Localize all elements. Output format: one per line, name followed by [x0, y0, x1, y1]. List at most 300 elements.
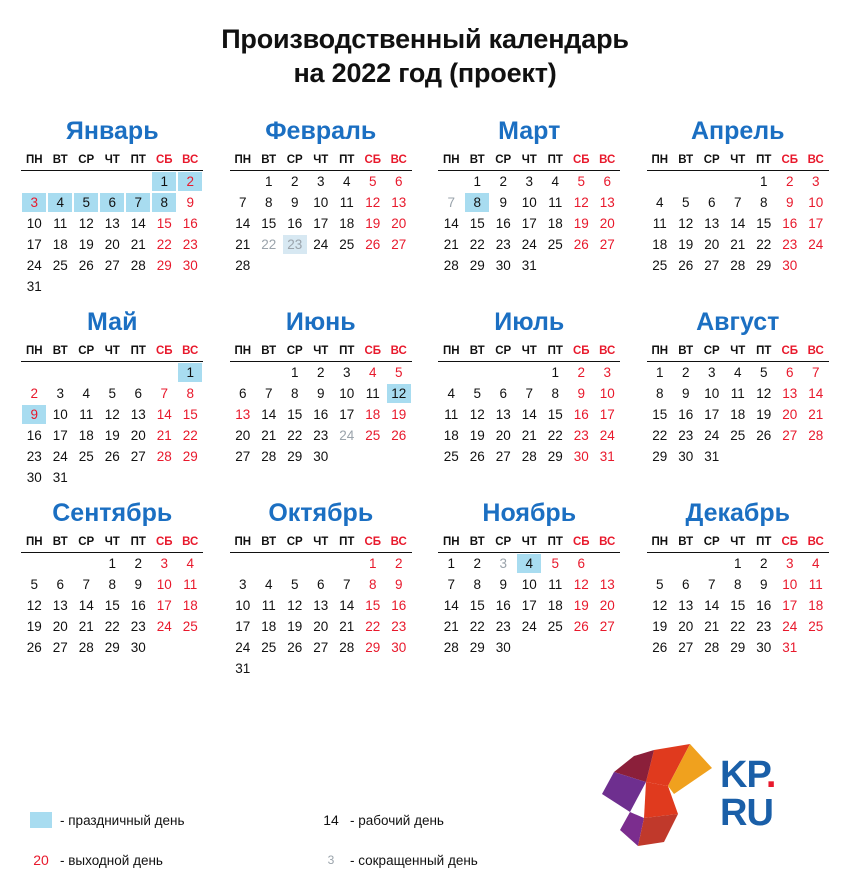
day-cell: [803, 362, 829, 384]
day-number: 19: [287, 619, 303, 634]
day-cell: [21, 637, 47, 658]
day-cell: [334, 383, 360, 404]
week-row: [647, 362, 829, 384]
day-number: 8: [733, 577, 742, 592]
day-number: 11: [339, 195, 354, 210]
day-number: 28: [730, 258, 746, 273]
day-number: 29: [756, 258, 772, 273]
day-cell: [516, 383, 542, 404]
day-number: [335, 554, 359, 573]
legend-item-shortday: [320, 853, 478, 868]
day-cell: [673, 637, 699, 658]
week-row: [230, 637, 412, 658]
day-cell: [777, 637, 803, 658]
day-cell: [594, 362, 620, 384]
day-number: 7: [238, 195, 247, 210]
day-number: 20: [704, 237, 720, 252]
day-cell: [308, 658, 334, 679]
day-cell: [230, 404, 256, 425]
day-cell: [386, 446, 412, 467]
day-cell: [256, 171, 282, 193]
day-cell: [594, 213, 620, 234]
day-cell: [386, 255, 412, 276]
day-number: [387, 256, 411, 275]
day-number: 21: [704, 619, 720, 634]
day-number: 27: [391, 237, 407, 252]
day-cell: [47, 553, 73, 575]
day-cell: [542, 171, 568, 193]
day-number: 7: [264, 386, 273, 401]
day-number: 29: [469, 258, 485, 273]
day-cell: [308, 404, 334, 425]
weekday-header-row: [438, 343, 620, 362]
day-cell: [464, 574, 490, 595]
day-cell: [125, 404, 151, 425]
week-row: [647, 255, 829, 276]
day-number: 17: [235, 619, 251, 634]
day-cell: [516, 616, 542, 637]
day-number: 10: [313, 195, 329, 210]
day-number: 11: [730, 386, 745, 401]
day-cell: [73, 467, 99, 488]
day-cell: [699, 192, 725, 213]
day-cell: [334, 553, 360, 575]
day-number: 1: [178, 363, 202, 382]
day-cell: [282, 171, 308, 193]
day-number: 14: [443, 598, 459, 613]
day-cell: [21, 425, 47, 446]
day-cell: [73, 425, 99, 446]
weekday-header: СР: [490, 534, 516, 553]
day-cell: [673, 425, 699, 446]
day-number: 26: [365, 237, 381, 252]
weekday-header: ЧТ: [516, 152, 542, 171]
day-cell: [256, 362, 282, 384]
weekday-header-row: [21, 152, 203, 171]
week-row: [647, 234, 829, 255]
day-number: 4: [517, 554, 541, 573]
week-row: [230, 404, 412, 425]
day-cell: [256, 213, 282, 234]
day-cell: [725, 255, 751, 276]
day-number: [231, 554, 255, 573]
day-cell: [151, 553, 177, 575]
day-cell: [699, 255, 725, 276]
day-cell: [256, 595, 282, 616]
month-block: [219, 116, 423, 307]
day-number: 23: [495, 237, 511, 252]
day-number: 13: [599, 577, 615, 592]
day-cell: [360, 637, 386, 658]
day-number: 24: [313, 237, 329, 252]
day-cell: [73, 404, 99, 425]
day-number: 25: [182, 619, 198, 634]
weekday-header: ЧТ: [725, 343, 751, 362]
day-cell: [99, 616, 125, 637]
day-number: [74, 277, 98, 296]
day-cell: [594, 553, 620, 575]
day-cell: [73, 637, 99, 658]
day-number: 23: [495, 619, 511, 634]
day-cell: [647, 192, 673, 213]
weekday-header: ПТ: [125, 343, 151, 362]
day-number: 24: [52, 449, 68, 464]
month-block: [10, 116, 214, 307]
day-number: 2: [577, 365, 585, 380]
day-cell: [542, 595, 568, 616]
day-number: 24: [521, 619, 537, 634]
weekday-header: ПТ: [125, 152, 151, 171]
day-cell: [568, 574, 594, 595]
day-cell: [21, 595, 47, 616]
day-number: 11: [53, 216, 68, 231]
day-cell: [751, 213, 777, 234]
day-number: 17: [704, 407, 720, 422]
week-row: [21, 595, 203, 616]
day-number: 13: [599, 195, 615, 210]
day-number: 19: [104, 428, 120, 443]
day-cell: [230, 171, 256, 193]
weekday-header: ВС: [803, 152, 829, 171]
day-number: 30: [495, 640, 511, 655]
weekday-header: СБ: [360, 534, 386, 553]
day-cell: [673, 553, 699, 575]
weekday-header-row: [647, 152, 829, 171]
day-cell: [673, 234, 699, 255]
day-cell: [647, 383, 673, 404]
day-number: 24: [339, 428, 355, 443]
day-number: 6: [785, 365, 794, 380]
day-number: 19: [391, 407, 407, 422]
day-number: [178, 638, 202, 657]
month-block: [219, 498, 423, 689]
day-cell: [177, 192, 203, 213]
day-cell: [725, 553, 751, 575]
weekday-header: ВТ: [673, 534, 699, 553]
day-cell: [542, 362, 568, 384]
week-row: [230, 616, 412, 637]
day-number: 13: [704, 216, 720, 231]
day-number: 20: [678, 619, 694, 634]
day-cell: [230, 383, 256, 404]
day-number: 27: [52, 640, 68, 655]
day-cell: [360, 383, 386, 404]
day-cell: [386, 658, 412, 679]
day-number: 25: [547, 237, 563, 252]
week-row: [438, 234, 620, 255]
day-cell: [725, 574, 751, 595]
day-cell: [151, 404, 177, 425]
day-cell: [594, 404, 620, 425]
day-cell: [21, 234, 47, 255]
day-cell: [464, 255, 490, 276]
week-row: [21, 276, 203, 297]
weekday-header: ВС: [594, 152, 620, 171]
day-number: 10: [26, 216, 42, 231]
day-number: 2: [681, 365, 690, 380]
day-cell: [177, 637, 203, 658]
week-row: [230, 234, 412, 255]
day-cell: [751, 553, 777, 575]
weekday-header-row: [21, 534, 203, 553]
day-number: 14: [156, 407, 172, 422]
day-number: [439, 363, 463, 382]
weekday-header-row: [647, 534, 829, 553]
day-cell: [568, 404, 594, 425]
day-number: 19: [78, 237, 94, 252]
month-table: [647, 534, 829, 658]
day-number: 26: [678, 258, 694, 273]
day-number: 19: [678, 237, 694, 252]
day-number: 9: [759, 577, 768, 592]
month-block: [636, 116, 840, 307]
day-cell: [464, 637, 490, 658]
day-number: [100, 363, 124, 382]
weekday-header: ВТ: [47, 343, 73, 362]
day-number: 13: [235, 407, 251, 422]
day-number: 16: [287, 216, 303, 231]
day-number: 9: [22, 405, 46, 424]
day-number: 30: [130, 640, 146, 655]
day-cell: [516, 213, 542, 234]
day-cell: [151, 446, 177, 467]
day-cell: [777, 595, 803, 616]
holiday-swatch-icon: [30, 812, 52, 828]
day-number: 19: [573, 216, 589, 231]
weekday-header: СР: [699, 534, 725, 553]
day-number: 23: [678, 428, 694, 443]
day-number: 22: [261, 237, 277, 252]
day-number: 29: [730, 640, 746, 655]
day-cell: [151, 276, 177, 297]
week-row: [21, 616, 203, 637]
day-number: 24: [26, 258, 42, 273]
day-number: 10: [521, 577, 537, 592]
day-number: 5: [473, 386, 481, 401]
day-number: 22: [182, 428, 198, 443]
day-cell: [673, 383, 699, 404]
day-cell: [334, 446, 360, 467]
day-number: 19: [652, 619, 668, 634]
day-number: 26: [573, 619, 589, 634]
day-number: 27: [104, 258, 120, 273]
day-number: 29: [547, 449, 563, 464]
day-number: 13: [104, 216, 120, 231]
day-cell: [256, 404, 282, 425]
day-cell: [438, 362, 464, 384]
weekday-header: СБ: [568, 343, 594, 362]
day-cell: [673, 404, 699, 425]
day-cell: [282, 425, 308, 446]
day-number: 29: [182, 449, 198, 464]
month-block: [427, 498, 631, 689]
day-number: 30: [495, 258, 511, 273]
weekday-header: ПТ: [751, 534, 777, 553]
day-cell: [230, 234, 256, 255]
day-number: 24: [704, 428, 720, 443]
day-number: 11: [808, 577, 823, 592]
day-number: 3: [56, 386, 64, 401]
day-number: 22: [756, 237, 772, 252]
day-cell: [21, 255, 47, 276]
day-cell: [360, 362, 386, 384]
day-number: [152, 468, 176, 487]
day-number: [543, 638, 567, 657]
day-cell: [125, 213, 151, 234]
legend-item-holiday: [30, 812, 320, 828]
day-number: 19: [365, 216, 381, 231]
day-number: 1: [368, 556, 377, 571]
day-number: 1: [290, 365, 299, 380]
day-number: 6: [100, 193, 124, 212]
day-number: 15: [547, 407, 563, 422]
legend-sample-shortday: 3: [327, 853, 335, 867]
day-cell: [47, 192, 73, 213]
day-number: 4: [368, 365, 377, 380]
day-number: 15: [104, 598, 120, 613]
day-number: 2: [785, 174, 794, 189]
month-name: Апрель: [690, 117, 785, 145]
day-number: 10: [52, 407, 68, 422]
day-number: 6: [316, 577, 325, 592]
day-number: [752, 447, 776, 466]
day-number: [48, 554, 72, 573]
day-number: 14: [130, 216, 146, 231]
day-number: 7: [126, 193, 150, 212]
week-row: [438, 362, 620, 384]
weekday-header: ВТ: [673, 343, 699, 362]
day-number: 11: [444, 407, 459, 422]
day-number: 3: [342, 365, 351, 380]
month-name: Январь: [65, 117, 159, 145]
day-number: 22: [652, 428, 668, 443]
day-cell: [464, 192, 490, 213]
day-number: [674, 554, 698, 573]
day-cell: [360, 658, 386, 679]
day-number: 28: [235, 258, 251, 273]
day-number: [74, 554, 98, 573]
day-number: 4: [655, 195, 664, 210]
day-cell: [256, 234, 282, 255]
day-cell: [699, 553, 725, 575]
day-cell: [99, 404, 125, 425]
day-number: [257, 363, 281, 382]
day-number: 15: [261, 216, 277, 231]
day-cell: [751, 171, 777, 193]
week-row: [647, 446, 829, 467]
day-cell: [334, 234, 360, 255]
day-cell: [803, 616, 829, 637]
day-number: 15: [156, 216, 172, 231]
day-cell: [308, 213, 334, 234]
day-cell: [490, 404, 516, 425]
day-number: [152, 638, 176, 657]
weekday-header: ВТ: [464, 534, 490, 553]
day-cell: [386, 234, 412, 255]
day-number: [335, 659, 359, 678]
month-table: [438, 343, 620, 467]
day-number: 6: [499, 386, 507, 401]
week-row: [647, 616, 829, 637]
day-cell: [256, 255, 282, 276]
day-number: 15: [365, 598, 381, 613]
day-number: 18: [261, 619, 277, 634]
day-number: 11: [548, 195, 563, 210]
day-cell: [47, 425, 73, 446]
day-cell: [777, 553, 803, 575]
day-cell: [360, 553, 386, 575]
day-number: [674, 172, 698, 191]
weekday-header: СР: [282, 343, 308, 362]
day-number: 12: [573, 577, 589, 592]
day-cell: [125, 276, 151, 297]
day-number: 3: [525, 174, 533, 189]
day-cell: [360, 192, 386, 213]
day-number: 5: [368, 174, 377, 189]
day-number: [700, 554, 724, 573]
day-cell: [647, 616, 673, 637]
day-number: 16: [756, 598, 772, 613]
day-number: 17: [808, 216, 824, 231]
day-cell: [177, 425, 203, 446]
day-cell: [699, 213, 725, 234]
day-cell: [230, 574, 256, 595]
day-number: 29: [156, 258, 172, 273]
day-number: [361, 447, 385, 466]
day-number: 25: [652, 258, 668, 273]
day-number: [126, 363, 150, 382]
week-row: [438, 553, 620, 575]
day-number: 26: [391, 428, 407, 443]
day-number: 21: [339, 619, 355, 634]
day-cell: [699, 595, 725, 616]
weekday-header: ВС: [386, 343, 412, 362]
weekday-header: ВТ: [464, 343, 490, 362]
day-number: 10: [235, 598, 251, 613]
day-number: 22: [547, 428, 563, 443]
day-cell: [282, 362, 308, 384]
day-cell: [99, 192, 125, 213]
day-number: 28: [704, 640, 720, 655]
day-cell: [125, 446, 151, 467]
weekday-header: ВТ: [256, 343, 282, 362]
weekday-header: СБ: [360, 152, 386, 171]
day-cell: [464, 595, 490, 616]
day-number: 23: [283, 235, 307, 254]
day-cell: [177, 171, 203, 193]
legend-sample-dayoff: 20: [33, 852, 49, 868]
day-cell: [490, 616, 516, 637]
weekday-header: ПН: [21, 343, 47, 362]
day-cell: [725, 595, 751, 616]
day-number: [74, 172, 98, 191]
day-cell: [490, 425, 516, 446]
day-cell: [516, 404, 542, 425]
day-cell: [360, 213, 386, 234]
day-number: 24: [808, 237, 824, 252]
day-cell: [803, 595, 829, 616]
day-cell: [177, 595, 203, 616]
day-number: 14: [235, 216, 251, 231]
week-row: [230, 446, 412, 467]
day-number: 29: [104, 640, 120, 655]
day-cell: [594, 383, 620, 404]
day-cell: [99, 553, 125, 575]
day-cell: [568, 213, 594, 234]
day-cell: [490, 171, 516, 193]
day-number: 4: [447, 386, 455, 401]
day-cell: [151, 574, 177, 595]
